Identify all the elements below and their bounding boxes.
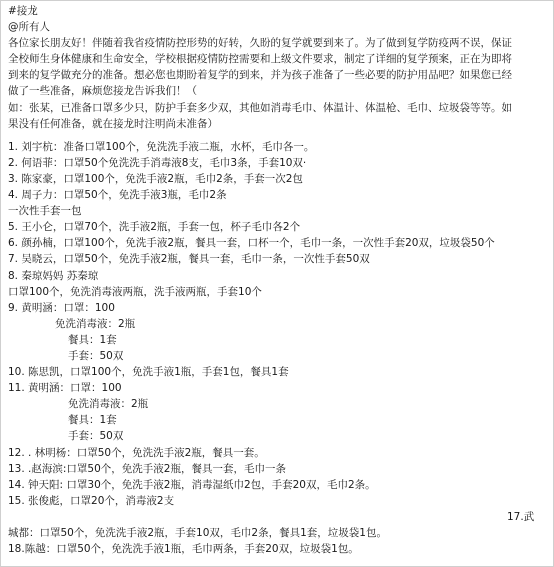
entry-10: 10. 陈思凯，口罩100个，免洗手液1瓶，手套1包，餐具1套 bbox=[8, 366, 289, 379]
entry-17-cont: 城都：口罩50个，免洗洗手液2瓶，手套10双，毛巾2条，餐具1套，垃圾袋1包。 bbox=[8, 527, 387, 539]
entry-9-gloves: 手套：50双 bbox=[68, 349, 124, 362]
spacer bbox=[8, 132, 546, 139]
notice-line: 到来的复学做充分的准备。想必您也期盼着复学的到来，并为孩子准备了一些必要的防护用品吧？如果您已经 bbox=[8, 69, 512, 82]
mention-all[interactable]: @所有人 bbox=[8, 21, 50, 34]
hashtag-topic[interactable]: #接龙 bbox=[8, 5, 38, 17]
entry-11-gloves: 手套：50双 bbox=[68, 430, 124, 443]
notice-line: 全校师生身体健康和生命安全，学校根据疫情防控需要和上级文件要求，制定了详细的复学预案，正在为即将 bbox=[8, 53, 512, 66]
entry-7: 7. 吴晓云，口罩50个，免洗手液2瓶，餐具一套，毛巾一条，一次性手套50双 bbox=[8, 253, 370, 266]
entry-9: 9. 黄明涵：口罩：100 bbox=[8, 301, 115, 314]
entry-18: 18.陈越：口罩50个，免洗洗手液1瓶，毛巾两条，手套20双，垃圾袋1包。 bbox=[8, 543, 359, 556]
entry-11-disinfectant: 免洗消毒液：2瓶 bbox=[68, 398, 149, 411]
notice-line: 各位家长朋友好！伴随着我省疫情防控形势的好转，久盼的复学就要到来了。为了做到复学防疫两不误，保证 bbox=[8, 37, 512, 50]
entry-2: 2. 何语菲：口罩50个免洗洗手消毒液8支，毛巾3条，手套10双· bbox=[8, 156, 307, 169]
entry-14: 14. 钟天阳: 口罩30个，免洗手液2瓶，消毒湿纸巾2包，手套20双，毛巾2条。 bbox=[8, 478, 376, 491]
entry-4: 4. 周子力：口罩50个，免洗手液3瓶，毛巾2条 bbox=[8, 189, 227, 202]
entry-5: 5. 王小仑，口罩70个，洗手液2瓶，手套一包，杯子毛巾各2个 bbox=[8, 221, 301, 234]
notice-line: 做了一些准备，麻烦您接龙告诉我们！（ bbox=[8, 85, 197, 98]
entry-11: 11. 黄明涵：口罩：100 bbox=[8, 382, 122, 395]
entry-9-disinfectant: 免洗消毒液：2瓶 bbox=[55, 317, 136, 330]
example-line: 如：张某，已准备口罩多少只，防护手套多少双，其他如消毒毛巾、体温计、体温枪、毛巾、垃圾袋等等。如 bbox=[8, 101, 512, 114]
entry-8-cont: 口罩100个，免洗消毒液两瓶，洗手液两瓶，手套10个 bbox=[8, 285, 262, 298]
entry-12: 12. . 林明杨：口罩50个，免洗洗手液2瓶，餐具一套。 bbox=[8, 446, 265, 459]
entry-1: 1. 刘宇杭：准备口罩100个，免洗洗手液二瓶，水杯，毛巾各一。 bbox=[8, 140, 315, 153]
entry-8: 8. 秦琼妈妈 苏秦琼 bbox=[8, 269, 99, 282]
entry-11-tableware: 餐具：1套 bbox=[68, 414, 117, 427]
entry-17-start: 17.武 bbox=[507, 510, 535, 523]
entry-15: 15. 张俊彪，口罩20个，消毒液2支 bbox=[8, 494, 175, 507]
entry-13: 13. .赵海滨:口罩50个，免洗手液2瓶，餐具一套，毛巾一条 bbox=[8, 462, 286, 475]
entry-4-cont: 一次性手套一包 bbox=[8, 205, 82, 218]
entry-6: 6. 颜孙楠，口罩100个，免洗手液2瓶，餐具一套，口杯一个，毛巾一条，一次性手套20双，垃圾袋50个 bbox=[8, 237, 495, 250]
entry-9-tableware: 餐具：1套 bbox=[68, 333, 117, 346]
entry-16-row bbox=[8, 509, 546, 525]
entry-3: 3. 陈家豪，口罩100个，免洗手液2瓶，毛巾2条，手套一次2包 bbox=[8, 172, 303, 185]
example-line: 果没有任何准备，就在接龙时注明尚未准备） bbox=[8, 117, 218, 130]
